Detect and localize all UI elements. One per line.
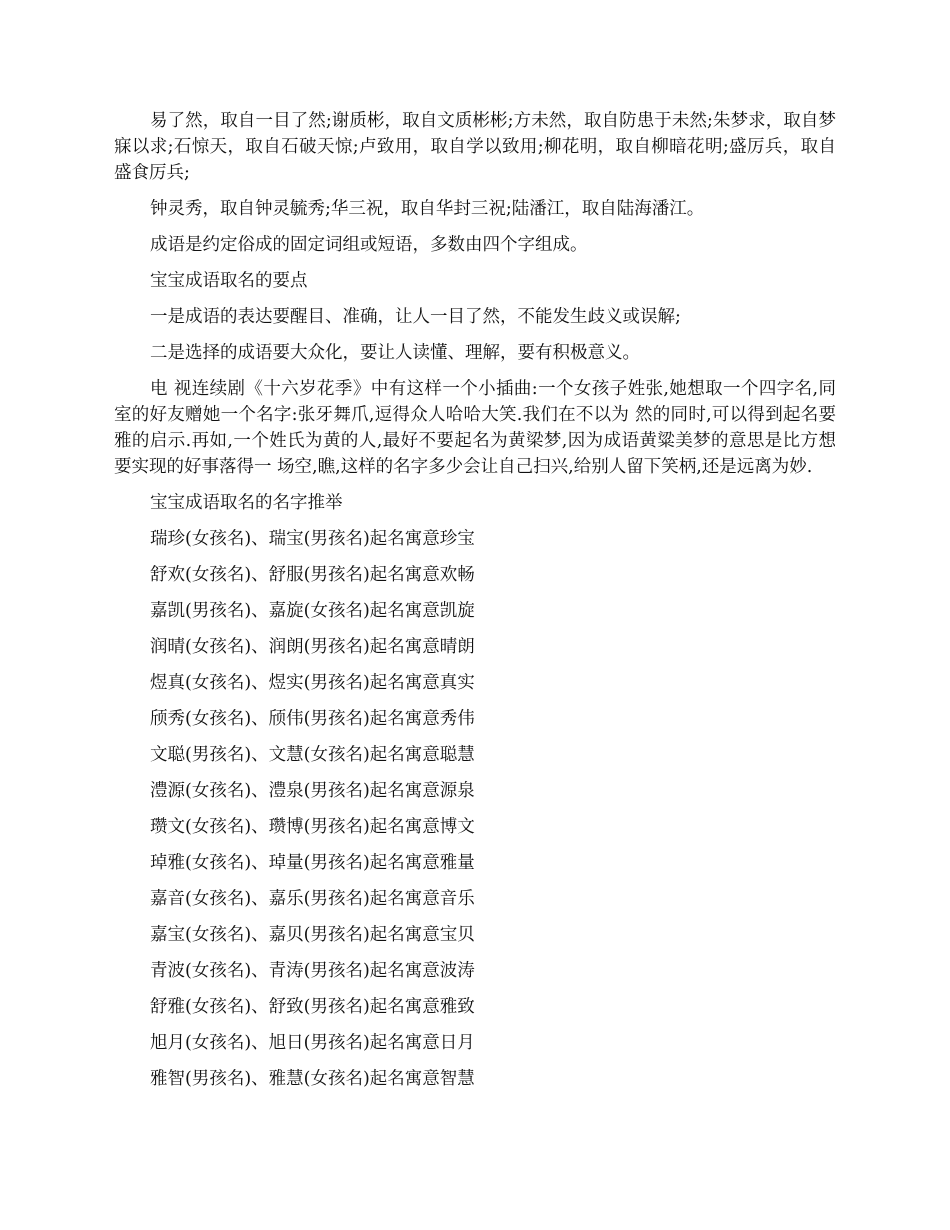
paragraph-idiom-examples-cont: 钟灵秀，取自钟灵毓秀;华三祝，取自华封三祝;陆潘江，取自陆海潘江。 xyxy=(150,199,705,219)
paragraph-point-one: 一是成语的表达要醒目、准确，让人一目了然，不能发生歧义或误解; xyxy=(150,307,681,327)
document-page xyxy=(114,108,836,1102)
list-item: 雅智(男孩名)、雅慧(女孩名)起名寓意智慧 xyxy=(150,1069,475,1089)
paragraph-idiom-examples: 易了然，取自一目了然;谢质彬，取自文质彬彬;方未然，取自防患于未然;朱梦求，取自梦寐以求;石惊天，取自石破天惊;卢致用，取自学以致用;柳花明，取自柳暗花明;盛厉兵，取自盛食厉兵; xyxy=(114,111,836,183)
list-item: 颀秀(女孩名)、颀伟(男孩名)起名寓意秀伟 xyxy=(150,709,475,729)
list-item: 煜真(女孩名)、煜实(男孩名)起名寓意真实 xyxy=(150,673,475,693)
paragraph-point-two: 二是选择的成语要大众化，要让人读懂、理解，要有积极意义。 xyxy=(150,343,640,363)
list-item: 舒雅(女孩名)、舒致(男孩名)起名寓意雅致 xyxy=(150,997,475,1017)
list-item: 瑞珍(女孩名)、瑞宝(男孩名)起名寓意珍宝 xyxy=(150,529,475,549)
list-item: 旭月(女孩名)、旭日(男孩名)起名寓意日月 xyxy=(150,1033,475,1053)
paragraph-idiom-definition: 成语是约定俗成的固定词组或短语，多数由四个字组成。 xyxy=(150,235,588,255)
list-item: 琸雅(女孩名)、琸量(男孩名)起名寓意雅量 xyxy=(150,853,475,873)
paragraph-tv-anecdote: 电 视连续剧《十六岁花季》中有这样一个小插曲:一个女孩子姓张,她想取一个四字名,同室的好友赠她一个名字:张牙舞爪,逗得众人哈哈大笑.我们在不以为 然的同时,可以得到起名要雅的启示.再如,一个姓氏为黄的人,最好不要起名为黄梁梦,因为成语黄粱美梦的意思是比方想要实现的好事落得一 场空,瞧,这样的名字多少会让自己扫兴,给别人留下笑柄,还是远离为妙. xyxy=(114,379,836,477)
list-item: 舒欢(女孩名)、舒服(男孩名)起名寓意欢畅 xyxy=(150,565,475,585)
list-item: 嘉宝(女孩名)、嘉贝(男孩名)起名寓意宝贝 xyxy=(150,925,475,945)
section-heading-name-list: 宝宝成语取名的名字推举 xyxy=(150,493,343,513)
list-item: 嘉凯(男孩名)、嘉旋(女孩名)起名寓意凯旋 xyxy=(150,601,475,621)
list-item: 嘉音(女孩名)、嘉乐(男孩名)起名寓意音乐 xyxy=(150,889,475,909)
list-item: 青波(女孩名)、青涛(男孩名)起名寓意波涛 xyxy=(150,961,475,981)
list-item: 文聪(男孩名)、文慧(女孩名)起名寓意聪慧 xyxy=(150,745,475,765)
name-list xyxy=(114,526,836,1102)
list-item: 润晴(女孩名)、润朗(男孩名)起名寓意晴朗 xyxy=(150,637,475,657)
list-item: 澧源(女孩名)、澧泉(男孩名)起名寓意源泉 xyxy=(150,781,475,801)
section-heading-key-points: 宝宝成语取名的要点 xyxy=(150,271,308,291)
list-item: 瓒文(女孩名)、瓒博(男孩名)起名寓意博文 xyxy=(150,817,475,837)
